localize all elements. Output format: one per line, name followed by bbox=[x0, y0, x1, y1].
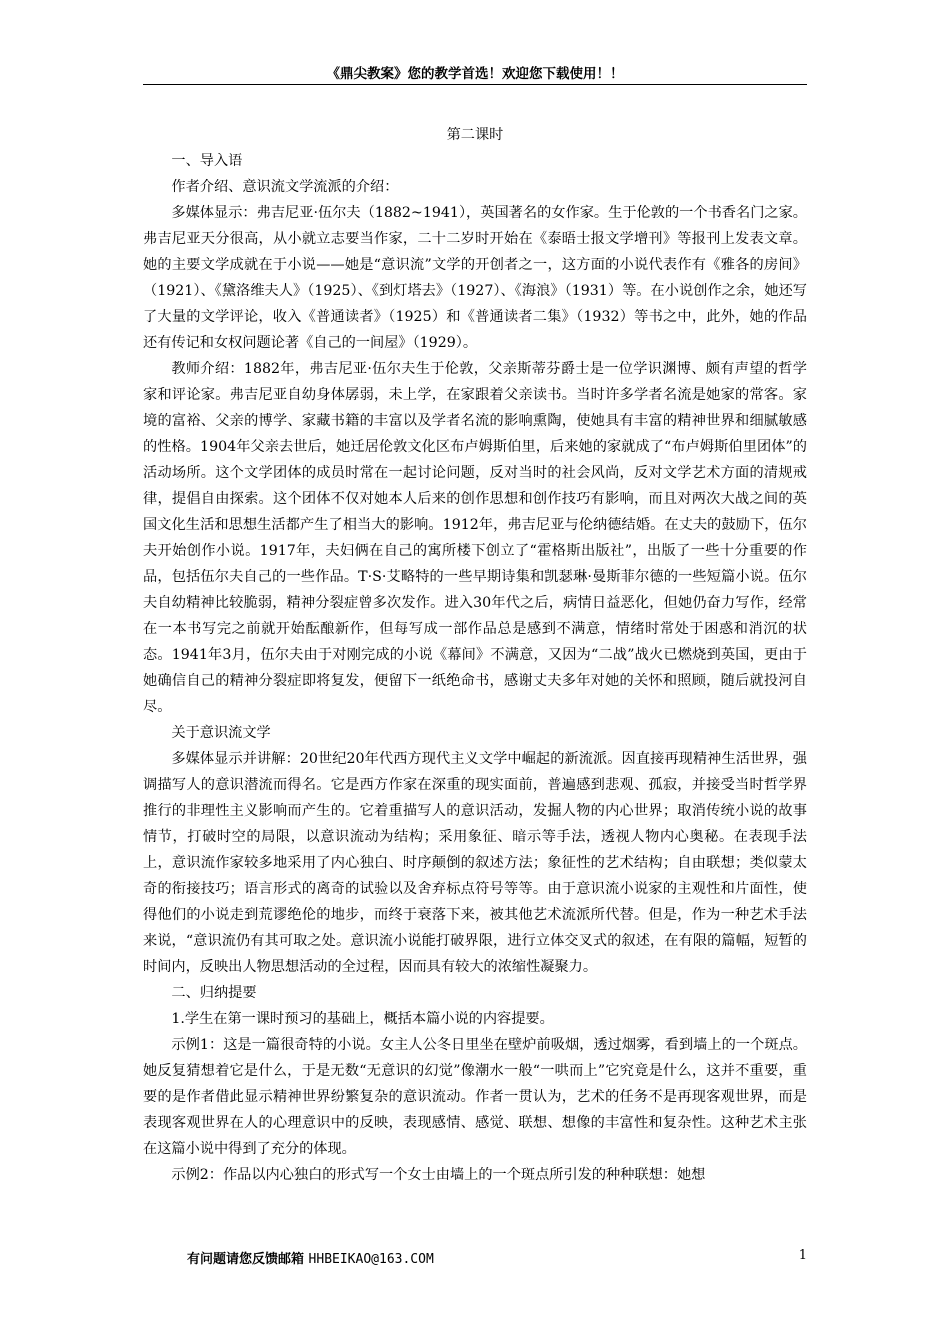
intro-label: 作者介绍、意识流文学流派的介绍： bbox=[171, 179, 399, 195]
paragraph-media-display: 多媒体显示：弗吉尼亚·伍尔夫（1882~1941），英国著名的女作家。生于伦敦的一个书香名门之家。弗吉尼亚天分很高，从小就立志要当作家，二十二岁时开始在《泰晤士报文学增刊》等报刊上发表文章。她的主要文学成就在于小说——她是“意识流”文学的开创者之一，这方面的小说代表作有《雅各的房间》（1921）、《黛洛维夫人》（1925）、《到灯塔去》（1927）、《海浪》（1931）等。在小说创作之余，她还写了大量的文学评论，收入《普通读者》（1925）和《普通读者二集》（1932）等书之中，此外，她的作品还有传记和女权问题论著《自己的一间屋》（1929）。 bbox=[143, 205, 807, 351]
section-heading-summary: 二、归纳提要 bbox=[171, 985, 257, 1001]
lesson-title: 第二课时 bbox=[446, 127, 504, 143]
section-heading-intro: 一、导入语 bbox=[171, 153, 243, 169]
paragraph-stream-of-consciousness: 多媒体显示并讲解：20世纪20年代西方现代主义文学中崛起的新流派。因直接再现精神生活世界，强调描写人的意识潜流而得名。它是西方作家在深重的现实面前，普遍感到悲观、孤寂，并接受当时哲学界推行的非理性主义影响而产生的。它着重描写人的意识活动，发掘人物的内心世界；取消传统小说的故事情节，打破时空的局限，以意识流动为结构；采用象征、暗示等手法，透视人物内心奥秘。在表现手法上，意识流作家较多地采用了内心独白、时序颠倒的叙述方法；象征性的艺术结构；自由联想；类似蒙太奇的衔接技巧；语言形式的离奇的试验以及舍弃标点符号等等。由于意识流小说家的主观性和片面性，使得他们的小说走到荒谬绝伦的地步，而终于衰落下来，被其他艺术流派所代替。但是，作为一种艺术手法来说，“意识流仍有其可取之处。意识流小说能打破界限，进行立体交叉式的叙述，在有限的篇幅，短暂的时间内，反映出人物思想活动的全过程，因而具有较大的浓缩性凝聚力。 bbox=[143, 751, 807, 975]
document-body bbox=[143, 122, 807, 1188]
example-2: 示例2：作品以内心独白的形式写一个女士由墙上的一个斑点所引发的种种联想：她想 bbox=[171, 1167, 706, 1183]
page-footer bbox=[187, 1248, 807, 1270]
about-stream-label: 关于意识流文学 bbox=[171, 725, 271, 741]
paragraph-teacher-intro: 教师介绍：1882年，弗吉尼亚·伍尔夫生于伦敦，父亲斯蒂芬爵士是一位学识渊博、颇有声望的哲学家和评论家。弗吉尼亚自幼身体孱弱，未上学，在家跟着父亲读书。当时许多学者名流是她家的常客。家境的富裕、父亲的博学、家藏书籍的丰富以及学者名流的影响熏陶，使她具有丰富的精神世界和细腻敏感的性格。1904年父亲去世后，她迁居伦敦文化区布卢姆斯伯里，后来她的家就成了“布卢姆斯伯里团体”的活动场所。这个文学团体的成员时常在一起讨论问题，反对当时的社会风尚，反对文学艺术方面的清规戒律，提倡自由探索。这个团体不仅对她本人后来的创作思想和创作技巧有影响，而且对两次大战之间的英国文化生活和思想生活都产生了相当大的影响。1912年，弗吉尼亚与伦纳德结婚。在丈夫的鼓励下，伍尔夫开始创作小说。1917年，夫妇俩在自己的寓所楼下创立了“霍格斯出版社”，出版了一些十分重要的作品，包括伍尔夫自己的一些作品。T·S·艾略特的一些早期诗集和凯瑟琳·曼斯菲尔德的一些短篇小说。伍尔夫自幼精神比较脆弱，精神分裂症曾多次发作。进入30年代之后，病情日益恶化，但她仍奋力写作，经常在一本书写完之前就开始酝酿新作，但每写成一部作品总是感到不满意，情绪时常处于困惑和消沉的状态。1941年3月，伍尔夫由于对刚完成的小说《幕间》不满意，又因为“二战”战火已燃烧到英国，更由于她确信自己的精神分裂症即将复发，便留下一纸绝命书，感谢丈夫多年对她的关怀和照顾，随后就投河自尽。 bbox=[143, 361, 807, 715]
page-header: 《鼎尖教案》您的教学首选！欢迎您下载使用！！ bbox=[143, 62, 807, 85]
summary-item-1: 1.学生在第一课时预习的基础上，概括本篇小说的内容提要。 bbox=[171, 1011, 554, 1027]
feedback-label: 有问题请您反馈邮箱 bbox=[187, 1252, 305, 1267]
feedback-email: HHBEIKAO@163.COM bbox=[308, 1252, 434, 1267]
example-1: 示例1：这是一篇很奇特的小说。女主人公冬日里坐在壁炉前吸烟，透过烟雾，看到墙上的一个斑点。她反复猜想着它是什么，于是无数“无意识的幻觉”像潮水一般“一哄而上”它究竟是什么，这并不重要，重要的是作者借此显示精神世界纷繁复杂的意识流动。作者一贯认为，艺术的任务不是再现客观世界，而是表现客观世界在人的心理意识中的反映，表现感情、感觉、联想、想像的丰富性和复杂性。这种艺术主张在这篇小说中得到了充分的体现。 bbox=[143, 1037, 807, 1157]
page-number: 1 bbox=[798, 1248, 807, 1263]
